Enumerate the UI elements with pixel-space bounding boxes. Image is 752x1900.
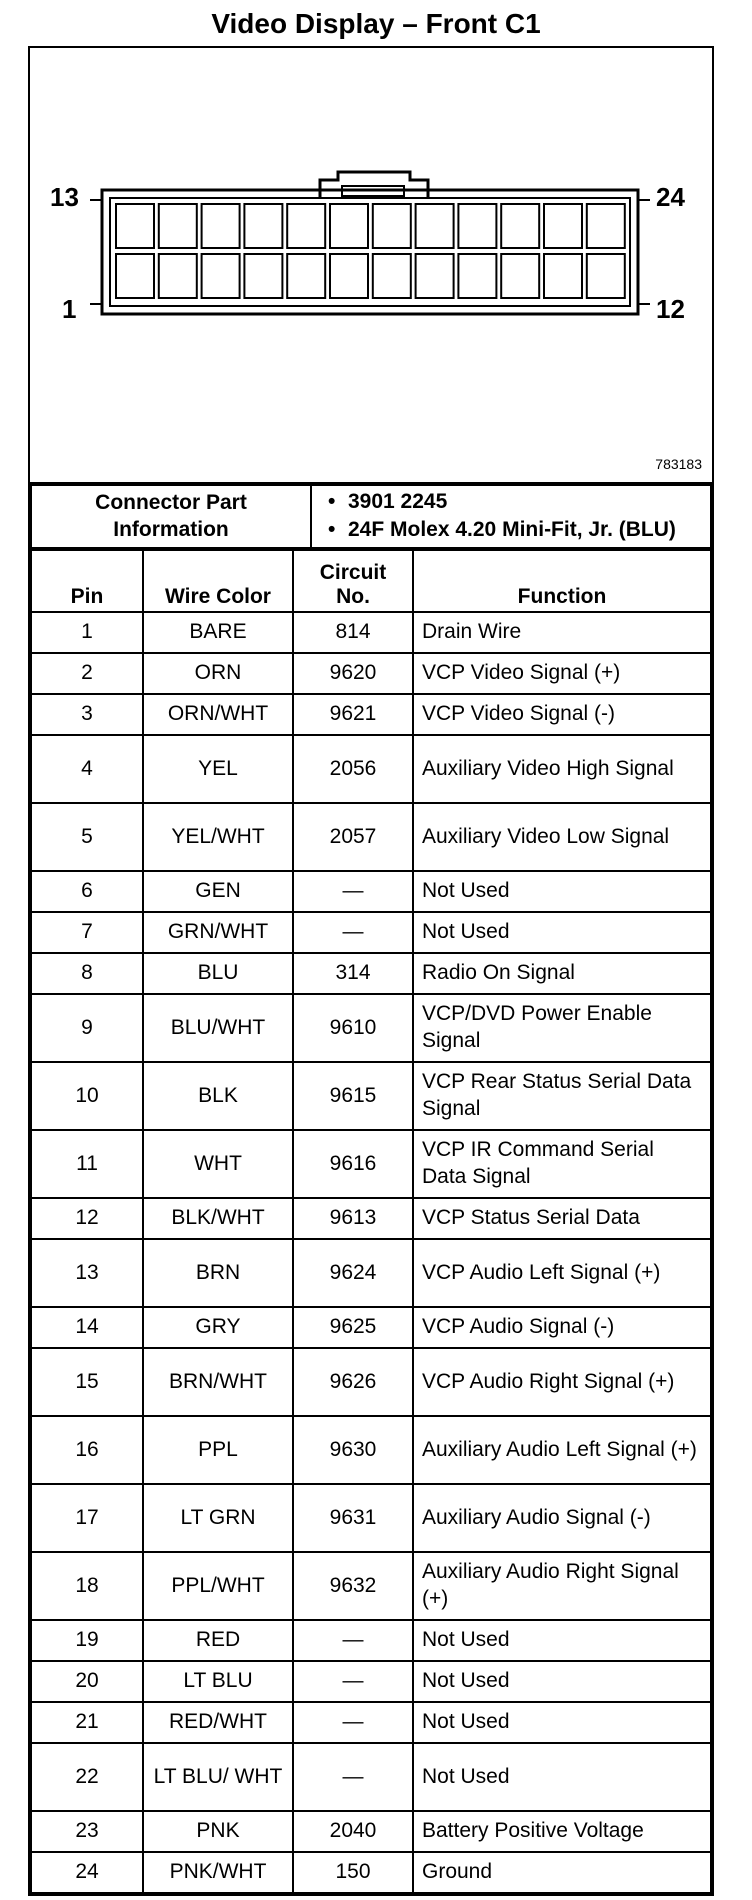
connector-diagram <box>30 48 712 484</box>
table-row <box>31 1552 711 1620</box>
table-row <box>31 1811 711 1852</box>
table-row <box>31 1239 711 1307</box>
connector-part-number: • 3901 2245 <box>338 488 702 516</box>
wire-color-cell: BLU <box>143 953 293 994</box>
pin-cavity <box>587 204 625 248</box>
pin-cavity <box>116 204 154 248</box>
circuit-cell: 150 <box>293 1852 413 1893</box>
pin-cell: 20 <box>31 1661 143 1702</box>
function-cell: VCP IR Command Serial Data Signal <box>413 1130 711 1198</box>
connector-sheet <box>28 46 714 1896</box>
function-cell: Auxiliary Audio Signal (-) <box>413 1484 711 1552</box>
function-cell: VCP Status Serial Data <box>413 1198 711 1239</box>
pin-cell: 22 <box>31 1743 143 1811</box>
pin-cell: 13 <box>31 1239 143 1307</box>
table-row <box>31 994 711 1062</box>
pin-cavity <box>287 254 325 298</box>
pin-cavity <box>244 204 282 248</box>
pin-cell: 9 <box>31 994 143 1062</box>
function-cell: Auxiliary Audio Right Signal (+) <box>413 1552 711 1620</box>
circuit-cell: — <box>293 1743 413 1811</box>
circuit-cell: 9625 <box>293 1307 413 1348</box>
connector-info-label-line1: Connector Part <box>95 491 247 515</box>
table-row <box>31 953 711 994</box>
pin-cell: 23 <box>31 1811 143 1852</box>
wire-color-cell: BLK/WHT <box>143 1198 293 1239</box>
pin-cell: 7 <box>31 912 143 953</box>
pinout-table <box>30 549 712 1894</box>
function-cell: VCP Video Signal (+) <box>413 653 711 694</box>
wire-color-cell: RED <box>143 1620 293 1661</box>
circuit-cell: 2040 <box>293 1811 413 1852</box>
pin-cell: 15 <box>31 1348 143 1416</box>
pin-cavities <box>116 204 625 298</box>
pin-cell: 1 <box>31 612 143 653</box>
function-cell: VCP Audio Right Signal (+) <box>413 1348 711 1416</box>
function-cell: Radio On Signal <box>413 953 711 994</box>
wire-color-cell: PNK <box>143 1811 293 1852</box>
pin-cavity <box>244 254 282 298</box>
function-cell: Not Used <box>413 1743 711 1811</box>
table-row <box>31 1062 711 1130</box>
pin-cell: 5 <box>31 803 143 871</box>
function-cell: Auxiliary Video Low Signal <box>413 803 711 871</box>
table-row <box>31 1702 711 1743</box>
pin-cell: 21 <box>31 1702 143 1743</box>
pin-cavity <box>544 204 582 248</box>
wire-color-cell: BRN/WHT <box>143 1348 293 1416</box>
circuit-cell: 2056 <box>293 735 413 803</box>
pin-cavity <box>501 254 539 298</box>
table-row <box>31 694 711 735</box>
table-row <box>31 653 711 694</box>
table-row <box>31 735 711 803</box>
figure-id: 783183 <box>655 456 702 472</box>
connector-info-table <box>30 484 712 549</box>
pin-cavity <box>373 204 411 248</box>
pin-cell: 17 <box>31 1484 143 1552</box>
function-cell: Not Used <box>413 1702 711 1743</box>
function-cell: Ground <box>413 1852 711 1893</box>
pin-label-24: 24 <box>656 182 685 212</box>
wire-color-cell: ORN <box>143 653 293 694</box>
wire-color-cell: PPL/WHT <box>143 1552 293 1620</box>
circuit-cell: 9621 <box>293 694 413 735</box>
wire-color-cell: LT GRN <box>143 1484 293 1552</box>
table-row <box>31 612 711 653</box>
pin-cavity <box>159 204 197 248</box>
table-row <box>31 1307 711 1348</box>
wire-color-cell: BLU/WHT <box>143 994 293 1062</box>
pin-cell: 16 <box>31 1416 143 1484</box>
function-cell: Auxiliary Video High Signal <box>413 735 711 803</box>
wire-color-cell: ORN/WHT <box>143 694 293 735</box>
circuit-cell: 314 <box>293 953 413 994</box>
table-row <box>31 1484 711 1552</box>
pin-label-12: 12 <box>656 294 685 324</box>
page-title: Video Display – Front C1 <box>211 8 541 39</box>
circuit-cell: 9616 <box>293 1130 413 1198</box>
pin-cavity <box>458 254 496 298</box>
pin-label-13: 13 <box>50 182 79 212</box>
pin-cavity <box>116 254 154 298</box>
circuit-cell: 9615 <box>293 1062 413 1130</box>
connector-info-label <box>31 485 311 548</box>
connector-type: • 24F Molex 4.20 Mini-Fit, Jr. (BLU) <box>338 516 702 544</box>
circuit-cell: 9613 <box>293 1198 413 1239</box>
circuit-cell: — <box>293 1661 413 1702</box>
table-row <box>31 1661 711 1702</box>
pin-cavity <box>330 254 368 298</box>
pinout-body <box>31 612 711 1893</box>
circuit-cell: — <box>293 912 413 953</box>
wire-color-cell: GRY <box>143 1307 293 1348</box>
function-cell: VCP Video Signal (-) <box>413 694 711 735</box>
pin-cell: 19 <box>31 1620 143 1661</box>
connector-info-label-line2: Information <box>113 518 229 542</box>
function-cell: Not Used <box>413 1620 711 1661</box>
pin-cell: 10 <box>31 1062 143 1130</box>
circuit-cell: — <box>293 871 413 912</box>
function-cell: VCP Rear Status Serial Data Signal <box>413 1062 711 1130</box>
circuit-cell: 9630 <box>293 1416 413 1484</box>
circuit-cell: 9620 <box>293 653 413 694</box>
pin-cavity <box>416 254 454 298</box>
pin-cavity <box>458 204 496 248</box>
table-row <box>31 1620 711 1661</box>
pin-label-1: 1 <box>62 294 77 324</box>
function-cell: VCP Audio Left Signal (+) <box>413 1239 711 1307</box>
function-cell: Battery Positive Voltage <box>413 1811 711 1852</box>
table-row <box>31 803 711 871</box>
wire-color-cell: LT BLU <box>143 1661 293 1702</box>
function-cell: VCP/DVD Power Enable Signal <box>413 994 711 1062</box>
wire-color-cell: BRN <box>143 1239 293 1307</box>
circuit-cell: 9626 <box>293 1348 413 1416</box>
table-row <box>31 871 711 912</box>
table-row <box>31 912 711 953</box>
wire-color-cell: BLK <box>143 1062 293 1130</box>
pin-cavity <box>416 204 454 248</box>
wire-color-cell: GRN/WHT <box>143 912 293 953</box>
pin-cell: 11 <box>31 1130 143 1198</box>
function-cell: Not Used <box>413 871 711 912</box>
function-cell: VCP Audio Signal (-) <box>413 1307 711 1348</box>
header-pin: Pin <box>31 550 143 612</box>
connector-drawing <box>30 48 712 482</box>
table-row <box>31 1416 711 1484</box>
connector-info-values <box>311 485 711 548</box>
wire-color-cell: PPL <box>143 1416 293 1484</box>
pin-cell: 8 <box>31 953 143 994</box>
pin-cavity <box>202 254 240 298</box>
pin-cell: 3 <box>31 694 143 735</box>
table-row <box>31 1348 711 1416</box>
pin-cavity <box>287 204 325 248</box>
pin-cavity <box>159 254 197 298</box>
circuit-cell: — <box>293 1620 413 1661</box>
connector-inner <box>110 198 630 306</box>
connector-housing <box>102 190 638 314</box>
pin-cell: 12 <box>31 1198 143 1239</box>
circuit-cell: 814 <box>293 612 413 653</box>
wire-color-cell: RED/WHT <box>143 1702 293 1743</box>
pinout-header-row <box>31 550 711 612</box>
pin-cell: 24 <box>31 1852 143 1893</box>
pin-cell: 2 <box>31 653 143 694</box>
circuit-cell: 9610 <box>293 994 413 1062</box>
wire-color-cell: WHT <box>143 1130 293 1198</box>
wire-color-cell: LT BLU/ WHT <box>143 1743 293 1811</box>
circuit-cell: 9632 <box>293 1552 413 1620</box>
function-cell: Not Used <box>413 912 711 953</box>
wire-color-cell: GEN <box>143 871 293 912</box>
function-cell: Auxiliary Audio Left Signal (+) <box>413 1416 711 1484</box>
header-wire-color: Wire Color <box>143 550 293 612</box>
wire-color-cell: YEL <box>143 735 293 803</box>
table-row <box>31 1852 711 1893</box>
table-row <box>31 1198 711 1239</box>
wire-color-cell: BARE <box>143 612 293 653</box>
pin-cavity <box>544 254 582 298</box>
table-row <box>31 1743 711 1811</box>
pin-cell: 14 <box>31 1307 143 1348</box>
pin-cell: 6 <box>31 871 143 912</box>
pin-cell: 18 <box>31 1552 143 1620</box>
wire-color-cell: YEL/WHT <box>143 803 293 871</box>
pin-cavity <box>587 254 625 298</box>
header-circuit-no: Circuit No. <box>293 550 413 612</box>
wire-color-cell: PNK/WHT <box>143 1852 293 1893</box>
circuit-cell: — <box>293 1702 413 1743</box>
circuit-cell: 9624 <box>293 1239 413 1307</box>
pin-cell: 4 <box>31 735 143 803</box>
pin-cavity <box>330 204 368 248</box>
pin-cavity <box>202 204 240 248</box>
pin-cavity <box>501 204 539 248</box>
header-function: Function <box>413 550 711 612</box>
function-cell: Drain Wire <box>413 612 711 653</box>
circuit-cell: 9631 <box>293 1484 413 1552</box>
function-cell: Not Used <box>413 1661 711 1702</box>
circuit-cell: 2057 <box>293 803 413 871</box>
pin-cavity <box>373 254 411 298</box>
table-row <box>31 1130 711 1198</box>
